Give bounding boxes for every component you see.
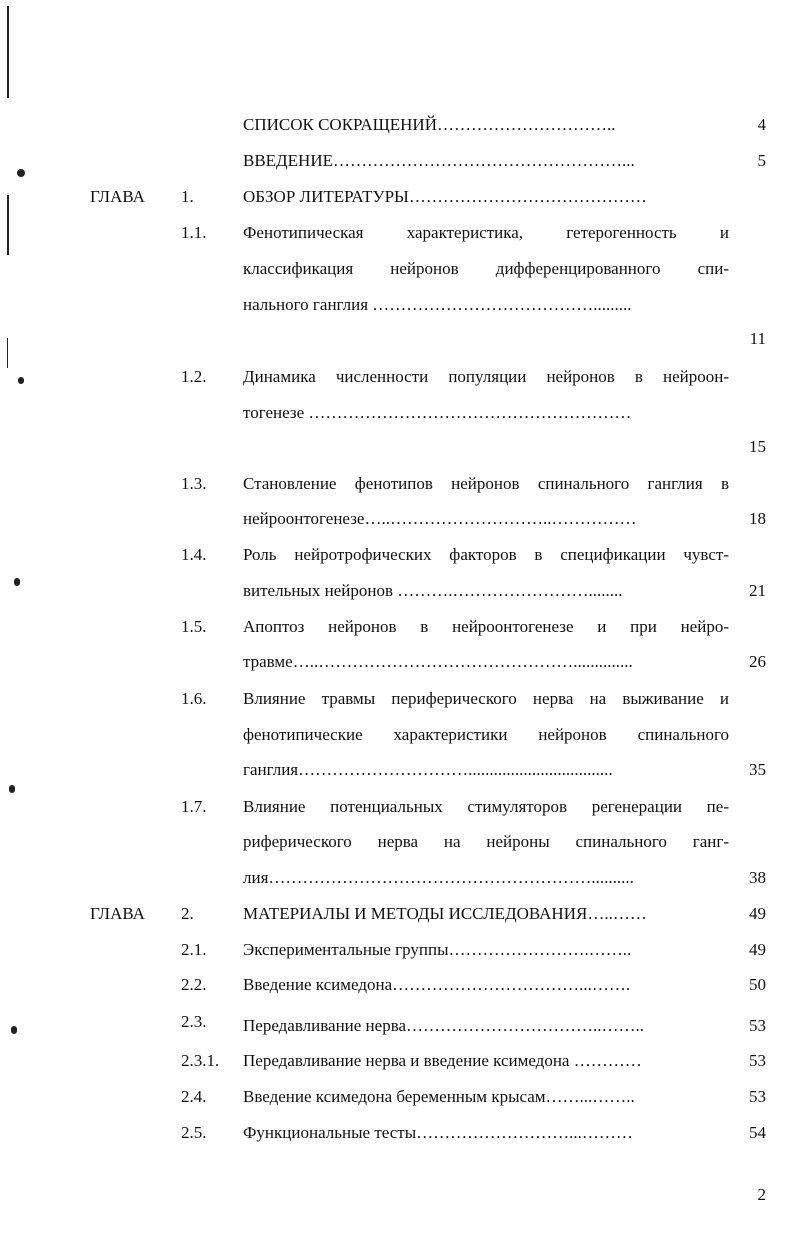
toc-section-title: Функциональные тесты………………………...……… <box>243 1123 633 1142</box>
toc-chapter2-number: 2. <box>181 904 194 923</box>
toc-section-title-line: Роль нейротрофических факторов в спецификации чувст- <box>243 545 729 564</box>
toc-section-number: 2.3. <box>181 1012 207 1031</box>
toc-section-number: 2.2. <box>181 975 207 994</box>
toc-section-page: 35 <box>749 760 766 779</box>
toc-section-number: 1.6. <box>181 689 207 708</box>
toc-section-title-line: вительных нейронов ……….……………………........ <box>243 581 623 600</box>
toc-section-number: 1.2. <box>181 367 207 386</box>
toc-section-title-line: тогенезе ………………………………………………… <box>243 403 632 422</box>
toc-section-number: 1.7. <box>181 797 207 816</box>
toc-section-title-line: Становление фенотипов нейронов спинального ганглия в <box>243 474 729 493</box>
toc-section-page: 54 <box>749 1123 766 1142</box>
toc-section-title-line: нейроонтогенезе…..………………………..…………… <box>243 509 637 528</box>
toc-section-page: 26 <box>749 652 766 671</box>
toc-section-page: 38 <box>749 868 766 887</box>
toc-section-number: 2.3.1. <box>181 1051 220 1070</box>
toc-section-title-line: травме…..……………………………………….............. <box>243 652 633 671</box>
toc-section-number: 1.5. <box>181 617 207 636</box>
toc-section-page: 11 <box>749 329 766 348</box>
toc-abbreviations-page: 4 <box>757 115 766 134</box>
toc-chapter2-label: ГЛАВА <box>90 904 145 923</box>
scan-dot <box>14 578 20 586</box>
toc-section-title-line: лия………………………………………………….......... <box>243 868 634 887</box>
toc-section-title-line: Влияние травмы периферического нерва на выживание и <box>243 689 729 708</box>
toc-section-page: 49 <box>749 940 766 959</box>
toc-section-page: 15 <box>749 437 766 456</box>
toc-section-page: 53 <box>749 1051 766 1070</box>
toc-section-page: 21 <box>749 581 766 600</box>
toc-section-title: Введение ксимедона……………………………...……. <box>243 975 631 994</box>
toc-section-title-line: ганглия………………………….................................. <box>243 760 613 779</box>
toc-section-page: 53 <box>749 1016 766 1035</box>
toc-section-title: Передавливание нерва и введение ксимедона ………… <box>243 1051 642 1070</box>
toc-chapter1-number: 1. <box>181 187 194 206</box>
toc-section-title-line: Динамика численности популяции нейронов в нейроон- <box>243 367 729 386</box>
scan-mark <box>7 6 9 98</box>
scan-dot <box>9 785 15 793</box>
page-number: 2 <box>757 1185 766 1204</box>
toc-section-title-line: риферического нерва на нейроны спинального ганг- <box>243 832 729 851</box>
toc-section-title-line: нального ганглия …………………………………......... <box>243 295 632 314</box>
toc-section-number: 2.5. <box>181 1123 207 1142</box>
toc-section-title-line: фенотипические характеристики нейронов спинального <box>243 725 729 744</box>
toc-section-title: Экспериментальные группы…………………….…….. <box>243 940 632 959</box>
toc-section-title: Передавливание нерва……………………………..…….. <box>243 1016 645 1035</box>
toc-chapter1-title: ОБЗОР ЛИТЕРАТУРЫ…………………………………… <box>243 187 647 206</box>
toc-section-number: 2.1. <box>181 940 207 959</box>
toc-chapter1-label: ГЛАВА <box>90 187 145 206</box>
toc-chapter2-title: МАТЕРИАЛЫ И МЕТОДЫ ИССЛЕДОВАНИЯ…..…… <box>243 904 647 923</box>
toc-intro-page: 5 <box>757 151 766 170</box>
toc-section-title-line: Влияние потенциальных стимуляторов регенерации пе- <box>243 797 729 816</box>
toc-section-title-line: классификация нейронов дифференцированного спи- <box>243 259 729 278</box>
scan-dot <box>18 377 24 384</box>
scan-mark <box>7 195 9 255</box>
scan-mark <box>7 338 8 368</box>
toc-section-page: 53 <box>749 1087 766 1106</box>
toc-section-number: 1.1. <box>181 223 207 242</box>
toc-section-number: 1.3. <box>181 474 207 493</box>
scan-dot <box>11 1026 17 1034</box>
toc-intro-title: ВВЕДЕНИЕ……………………………………………... <box>243 151 635 170</box>
toc-abbreviations-title: СПИСОК СОКРАЩЕНИЙ………………………….. <box>243 115 616 134</box>
toc-section-number: 1.4. <box>181 545 207 564</box>
toc-section-page: 18 <box>749 509 766 528</box>
scan-dot <box>17 169 25 177</box>
toc-section-title-line: Фенотипическая характеристика, гетерогенность и <box>243 223 729 242</box>
toc-section-page: 50 <box>749 975 766 994</box>
toc-section-title: Введение ксимедона беременным крысам……...…….. <box>243 1087 635 1106</box>
toc-section-title-line: Апоптоз нейронов в нейроонтогенезе и при нейро- <box>243 617 729 636</box>
toc-section-number: 2.4. <box>181 1087 207 1106</box>
toc-chapter2-page: 49 <box>749 904 766 923</box>
